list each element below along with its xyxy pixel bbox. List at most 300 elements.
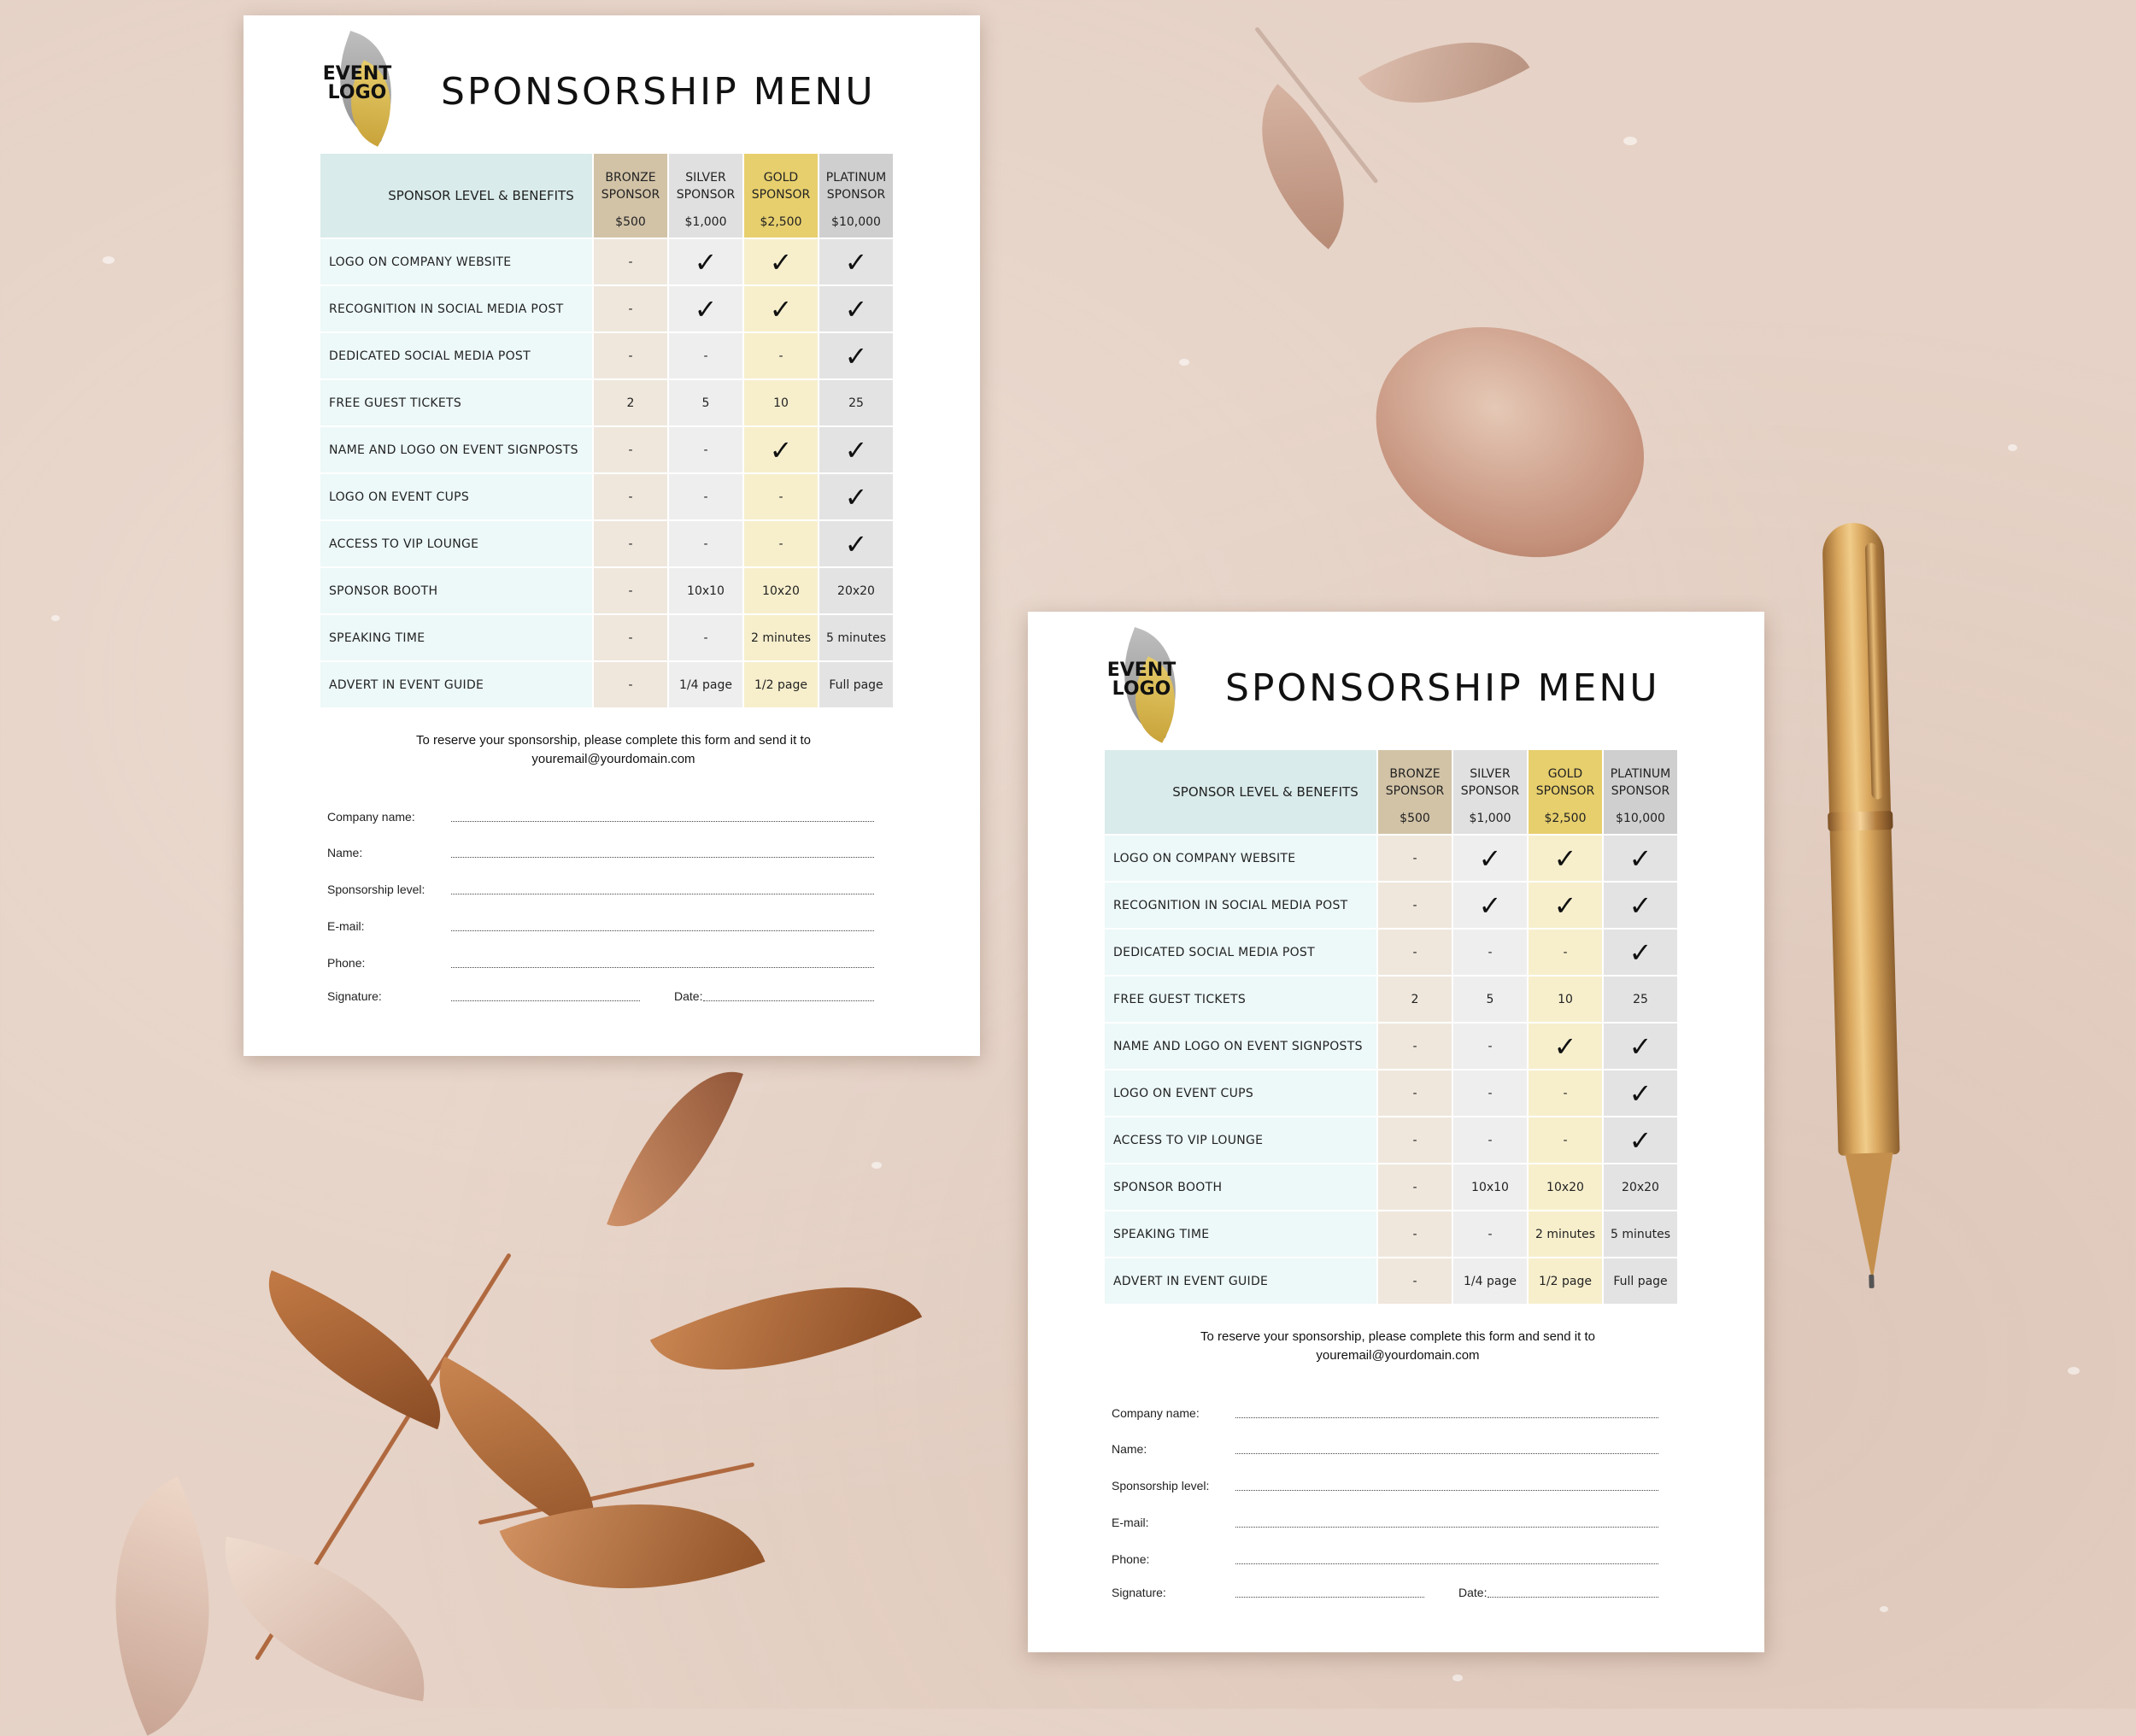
table-row: [320, 380, 893, 425]
email-field[interactable]: [1112, 1509, 1658, 1534]
checkmark-icon: ✓: [1553, 889, 1577, 922]
table-row: [1105, 1211, 1677, 1257]
table-row: [1105, 976, 1677, 1022]
benefit-label: LOGO ON EVENT CUPS: [320, 474, 592, 519]
benefit-value: -: [628, 677, 633, 692]
company-name-field[interactable]: [1112, 1399, 1658, 1425]
benefit-label: NAME AND LOGO ON EVENT SIGNPOSTS: [320, 427, 592, 472]
benefit-cell: [744, 615, 818, 660]
benefit-cell: [1378, 1070, 1452, 1116]
checkmark-icon: ✓: [844, 527, 868, 560]
sponsorship-table: [319, 152, 895, 709]
checkmark-icon: ✓: [1553, 842, 1577, 875]
tier-name: [1529, 757, 1602, 800]
benefit-value: 2: [1411, 992, 1419, 1006]
benefit-value: 20x20: [837, 584, 875, 598]
benefit-cell-included: [819, 474, 893, 519]
orange-leaf: [239, 1270, 469, 1429]
field-label: Phone:: [1112, 1552, 1150, 1566]
email-field[interactable]: [327, 912, 874, 938]
instructions-email: youremail@yourdomain.com: [1316, 1348, 1480, 1363]
tier-name-line2: SPONSOR: [1535, 784, 1595, 798]
company-name-field[interactable]: [327, 803, 874, 829]
header-tier-3: [819, 154, 893, 238]
field-label: Name:: [327, 846, 363, 859]
benefit-cell-included: [1604, 930, 1677, 975]
benefit-label: DEDICATED SOCIAL MEDIA POST: [1105, 930, 1376, 975]
signature-date-row: [327, 982, 874, 1008]
instructions-line1: To reserve your sponsorship, please complete this form and send it to: [1200, 1329, 1595, 1344]
benefit-value: -: [1412, 1133, 1417, 1147]
benefit-value: 5 minutes: [1610, 1227, 1671, 1241]
benefit-cell-included: [1604, 1023, 1677, 1069]
benefit-cell-included: [819, 427, 893, 472]
signature-label: Signature:: [327, 989, 382, 1003]
signature-date-row: [1112, 1579, 1658, 1604]
field-line[interactable]: [1235, 1563, 1658, 1564]
tier-name-line2: SPONSOR: [676, 188, 736, 202]
pale-leaf: [54, 1476, 272, 1735]
gold-pen: [1818, 522, 1907, 1293]
benefit-cell: [1529, 1164, 1602, 1210]
benefit-cell: [1453, 1117, 1527, 1163]
benefit-cell: [1378, 976, 1452, 1022]
background-speck: [103, 256, 114, 264]
benefit-cell-included: [1453, 836, 1527, 881]
sheet-header: [1103, 627, 1693, 738]
benefit-cell: [1453, 1023, 1527, 1069]
field-label: Name:: [1112, 1442, 1147, 1456]
tier-price: $10,000: [831, 215, 881, 229]
header-sponsor-level-benefits: SPONSOR LEVEL & BENEFITS: [1105, 750, 1376, 834]
tier-price: $2,500: [760, 215, 802, 229]
field-label: Sponsorship level:: [1112, 1479, 1210, 1493]
checkmark-icon: ✓: [769, 433, 793, 466]
tier-name-line1: GOLD: [763, 171, 799, 185]
benefit-cell: [669, 333, 742, 378]
benefit-label: ADVERT IN EVENT GUIDE: [1105, 1258, 1376, 1304]
tier-name-line2: SPONSOR: [751, 188, 811, 202]
background-speck: [1452, 1674, 1463, 1681]
tier-price: $1,000: [1469, 812, 1511, 825]
event-logo: [1103, 627, 1182, 738]
benefit-cell: [594, 380, 667, 425]
table-row: [1105, 836, 1677, 881]
benefit-value: -: [703, 537, 708, 551]
benefit-cell: [594, 615, 667, 660]
checkmark-icon: ✓: [1628, 1076, 1652, 1110]
benefit-value: 10x10: [687, 584, 725, 598]
tier-name-line1: BRONZE: [605, 171, 656, 185]
tier-name-line1: PLATINUM: [1610, 767, 1671, 781]
benefit-cell: [1378, 1258, 1452, 1304]
benefit-cell: [1378, 1164, 1452, 1210]
sponsorship-level-field[interactable]: [327, 876, 874, 901]
benefit-value: 1/2 page: [1539, 1274, 1592, 1288]
table-header: [1105, 750, 1677, 834]
page-title: SPONSORSHIP MENU: [441, 70, 876, 114]
benefit-cell-included: [1529, 836, 1602, 881]
benefit-cell: [594, 521, 667, 566]
benefit-cell: [819, 568, 893, 613]
logo-text-line2: LOGO: [1112, 678, 1171, 700]
benefit-value: 5 minutes: [825, 630, 887, 645]
field-line[interactable]: [1235, 1453, 1658, 1454]
benefit-value: -: [1563, 1133, 1568, 1147]
benefit-cell: [669, 474, 742, 519]
benefit-value: -: [1412, 898, 1417, 912]
logo-text-line1: EVENT: [1106, 660, 1177, 681]
checkmark-icon: ✓: [694, 292, 718, 326]
checkmark-icon: ✓: [1628, 1123, 1652, 1157]
sheet-header: [319, 31, 908, 142]
tier-name-line2: SPONSOR: [826, 188, 886, 202]
dried-round-leaf: [1336, 279, 1680, 601]
benefit-value: Full page: [829, 677, 883, 692]
table-row: [1105, 1258, 1677, 1304]
date-label: Date:: [1458, 1586, 1488, 1599]
table-row: [320, 568, 893, 613]
benefit-cell: [669, 521, 742, 566]
benefit-cell: [1453, 1258, 1527, 1304]
field-label: Company name:: [327, 810, 415, 824]
signature-label: Signature:: [1112, 1586, 1166, 1599]
checkmark-icon: ✓: [769, 292, 793, 326]
table-row: [320, 427, 893, 472]
benefit-cell: [819, 615, 893, 660]
instructions-line1: To reserve your sponsorship, please complete this form and send it to: [416, 733, 811, 748]
pen-point: [1869, 1275, 1874, 1288]
tier-name-line2: SPONSOR: [601, 188, 660, 202]
benefit-value: 10x10: [1471, 1180, 1509, 1194]
benefit-label: ACCESS TO VIP LOUNGE: [320, 521, 592, 566]
checkmark-icon: ✓: [844, 339, 868, 372]
benefit-cell: [1604, 1211, 1677, 1257]
benefit-value: -: [628, 302, 633, 316]
benefit-value: -: [703, 443, 708, 457]
benefit-label: SPONSOR BOOTH: [1105, 1164, 1376, 1210]
benefit-cell: [744, 521, 818, 566]
benefit-cell: [1529, 976, 1602, 1022]
table-header: [320, 154, 893, 238]
table-row: [320, 474, 893, 519]
benefit-value: -: [1412, 1180, 1417, 1194]
benefit-cell: [669, 568, 742, 613]
benefit-value: 5: [1486, 992, 1494, 1006]
signature-line[interactable]: [1235, 1597, 1424, 1598]
benefit-cell-included: [819, 239, 893, 284]
logo-text: [1103, 661, 1180, 699]
tier-name: [819, 161, 893, 203]
dried-leaf-top-right: [1358, 1, 1530, 144]
benefit-value: -: [778, 490, 783, 504]
logo-text-line2: LOGO: [327, 82, 387, 103]
benefit-cell-included: [1453, 883, 1527, 928]
benefit-value: 2 minutes: [750, 630, 812, 645]
table-row: [320, 239, 893, 284]
benefit-value: -: [1412, 1227, 1417, 1241]
benefit-value: -: [1563, 945, 1568, 959]
benefit-label: RECOGNITION IN SOCIAL MEDIA POST: [320, 286, 592, 331]
benefit-cell: [744, 333, 818, 378]
benefit-value: 1/4 page: [1464, 1274, 1517, 1288]
tier-name-line1: SILVER: [685, 171, 726, 185]
field-label: E-mail:: [327, 919, 365, 933]
benefit-value: -: [1488, 1133, 1493, 1147]
benefit-cell-included: [744, 427, 818, 472]
benefit-label: SPONSOR BOOTH: [320, 568, 592, 613]
checkmark-icon: ✓: [844, 480, 868, 513]
header-sponsor-level-benefits: SPONSOR LEVEL & BENEFITS: [320, 154, 592, 238]
event-logo: [319, 31, 397, 142]
tier-name-line2: SPONSOR: [1385, 784, 1445, 798]
benefit-cell-included: [1604, 883, 1677, 928]
benefit-value: -: [628, 584, 633, 598]
benefit-cell: [1604, 976, 1677, 1022]
checkmark-icon: ✓: [844, 433, 868, 466]
benefit-value: -: [1488, 1086, 1493, 1100]
benefit-cell: [819, 380, 893, 425]
benefit-cell-included: [669, 286, 742, 331]
table-row: [320, 286, 893, 331]
date-line[interactable]: [703, 1000, 874, 1001]
benefit-value: -: [703, 349, 708, 363]
benefit-value: -: [778, 537, 783, 551]
field-line[interactable]: [451, 821, 874, 822]
benefit-value: -: [1488, 1227, 1493, 1241]
benefit-cell-included: [819, 521, 893, 566]
benefit-cell: [1378, 1117, 1452, 1163]
benefit-cell: [1453, 976, 1527, 1022]
benefit-value: -: [1488, 945, 1493, 959]
benefit-cell-included: [744, 239, 818, 284]
benefit-value: 2 minutes: [1535, 1227, 1596, 1241]
background-speck: [1179, 359, 1189, 366]
benefit-value: -: [628, 255, 633, 269]
benefit-value: 1/2 page: [754, 677, 807, 692]
benefit-value: -: [703, 630, 708, 645]
sponsorship-sheet-left: [244, 15, 980, 1056]
benefit-value: -: [628, 490, 633, 504]
field-line[interactable]: [451, 857, 874, 858]
benefit-cell: [1453, 930, 1527, 975]
benefit-cell: [1529, 1258, 1602, 1304]
benefit-label: LOGO ON COMPANY WEBSITE: [320, 239, 592, 284]
benefit-cell: [1453, 1070, 1527, 1116]
benefit-cell: [1529, 1070, 1602, 1116]
tier-price: $10,000: [1616, 812, 1665, 825]
benefit-value: -: [778, 349, 783, 363]
checkmark-icon: ✓: [1628, 842, 1652, 875]
benefit-value: -: [1488, 1039, 1493, 1053]
benefit-label: RECOGNITION IN SOCIAL MEDIA POST: [1105, 883, 1376, 928]
field-line[interactable]: [451, 967, 874, 968]
benefit-label: SPEAKING TIME: [1105, 1211, 1376, 1257]
header-tier-2: [1529, 750, 1602, 834]
benefit-cell-included: [819, 286, 893, 331]
table-row: [1105, 1023, 1677, 1069]
benefit-value: -: [1563, 1086, 1568, 1100]
checkmark-icon: ✓: [694, 245, 718, 279]
benefit-cell: [669, 662, 742, 707]
benefit-value: 10: [773, 396, 789, 410]
benefit-cell: [1453, 1164, 1527, 1210]
benefit-cell-included: [819, 333, 893, 378]
benefit-cell: [594, 662, 667, 707]
benefit-cell: [594, 333, 667, 378]
benefit-value: 10x20: [1546, 1180, 1584, 1194]
field-label: Sponsorship level:: [327, 883, 425, 896]
benefit-cell: [1378, 1211, 1452, 1257]
tier-name-line2: SPONSOR: [1611, 784, 1670, 798]
table-row: [1105, 1070, 1677, 1116]
benefit-label: FREE GUEST TICKETS: [1105, 976, 1376, 1022]
tier-name-line1: BRONZE: [1389, 767, 1441, 781]
benefit-cell: [1604, 1164, 1677, 1210]
pen-tip: [1846, 1152, 1897, 1281]
background-speck: [871, 1162, 882, 1169]
benefit-cell: [744, 568, 818, 613]
benefit-value: -: [1412, 1086, 1417, 1100]
benefit-cell-included: [1529, 1023, 1602, 1069]
benefit-cell: [1453, 1211, 1527, 1257]
benefit-value: 10x20: [762, 584, 800, 598]
field-line[interactable]: [451, 930, 874, 931]
pen-ring: [1828, 811, 1893, 831]
benefit-value: 10: [1558, 992, 1573, 1006]
tier-name-line1: PLATINUM: [825, 171, 887, 185]
sponsorship-sheet-right: [1028, 612, 1764, 1652]
benefit-cell-included: [1604, 836, 1677, 881]
benefit-value: -: [1412, 851, 1417, 865]
background-speck: [1623, 137, 1637, 145]
page-title: SPONSORSHIP MENU: [1225, 666, 1660, 710]
benefit-cell: [819, 662, 893, 707]
benefit-cell: [669, 427, 742, 472]
table-row: [1105, 883, 1677, 928]
field-line[interactable]: [1235, 1527, 1658, 1528]
background-speck: [2008, 444, 2017, 451]
name-field[interactable]: [1112, 1435, 1658, 1461]
header-tier-3: [1604, 750, 1677, 834]
benefit-cell: [669, 615, 742, 660]
checkmark-icon: ✓: [1628, 1029, 1652, 1063]
benefit-cell: [1378, 836, 1452, 881]
phone-field[interactable]: [1112, 1545, 1658, 1571]
tier-name-line1: GOLD: [1547, 767, 1583, 781]
benefit-cell: [1604, 1258, 1677, 1304]
benefit-cell: [594, 474, 667, 519]
sponsorship-level-field[interactable]: [1112, 1472, 1658, 1498]
benefit-label: FREE GUEST TICKETS: [320, 380, 592, 425]
benefit-value: -: [628, 349, 633, 363]
benefit-label: SPEAKING TIME: [320, 615, 592, 660]
table-header-row: [320, 154, 893, 238]
benefit-cell: [1378, 930, 1452, 975]
background-speck: [2068, 1367, 2080, 1375]
header-tier-0: [594, 154, 667, 238]
table-row: [320, 521, 893, 566]
benefit-cell: [1529, 930, 1602, 975]
header-tier-2: [744, 154, 818, 238]
tier-name: [1453, 757, 1527, 800]
background-speck: [51, 615, 60, 621]
table-row: [1105, 930, 1677, 975]
benefit-cell: [1529, 1117, 1602, 1163]
field-line[interactable]: [1235, 1417, 1658, 1418]
tier-name: [594, 161, 667, 203]
benefit-label: ACCESS TO VIP LOUNGE: [1105, 1117, 1376, 1163]
header-tier-1: [669, 154, 742, 238]
tier-price: $500: [615, 215, 646, 229]
benefit-label: LOGO ON COMPANY WEBSITE: [1105, 836, 1376, 881]
instructions: [1103, 1328, 1693, 1365]
name-field[interactable]: [327, 839, 874, 865]
checkmark-icon: ✓: [844, 292, 868, 326]
tier-name: [744, 161, 818, 203]
benefit-value: 25: [848, 396, 864, 410]
field-label: Phone:: [327, 956, 366, 970]
benefit-value: -: [628, 443, 633, 457]
benefit-value: 1/4 page: [679, 677, 732, 692]
tier-price: $2,500: [1544, 812, 1587, 825]
table-row: [320, 333, 893, 378]
benefit-value: -: [703, 490, 708, 504]
field-label: E-mail:: [1112, 1516, 1149, 1529]
benefit-label: LOGO ON EVENT CUPS: [1105, 1070, 1376, 1116]
logo-text: [319, 65, 396, 103]
orange-leaf: [650, 1232, 922, 1425]
checkmark-icon: ✓: [1628, 935, 1652, 969]
benefit-value: -: [1412, 1039, 1417, 1053]
benefit-value: 20x20: [1622, 1180, 1659, 1194]
field-label: Company name:: [1112, 1406, 1200, 1420]
orange-leaf: [607, 1047, 743, 1251]
tier-name-line1: SILVER: [1470, 767, 1511, 781]
benefit-value: 25: [1633, 992, 1648, 1006]
tier-name-line2: SPONSOR: [1460, 784, 1520, 798]
benefit-value: -: [1412, 1274, 1417, 1288]
table-row: [320, 615, 893, 660]
pale-leaf: [204, 1537, 445, 1702]
table-header-row: [1105, 750, 1677, 834]
benefit-label: ADVERT IN EVENT GUIDE: [320, 662, 592, 707]
benefit-cell: [594, 239, 667, 284]
date-line[interactable]: [1488, 1597, 1658, 1598]
benefit-value: -: [628, 630, 633, 645]
benefit-label: DEDICATED SOCIAL MEDIA POST: [320, 333, 592, 378]
benefit-value: 5: [701, 396, 710, 410]
field-line[interactable]: [1235, 1490, 1658, 1491]
tier-name: [1604, 757, 1677, 800]
benefit-cell-included: [744, 286, 818, 331]
checkmark-icon: ✓: [844, 245, 868, 279]
benefit-cell: [744, 662, 818, 707]
logo-text-line1: EVENT: [322, 63, 392, 85]
checkmark-icon: ✓: [769, 245, 793, 279]
date-label: Date:: [674, 989, 703, 1003]
benefit-cell: [744, 380, 818, 425]
instructions-email: youremail@yourdomain.com: [531, 752, 695, 766]
benefit-cell-included: [1604, 1117, 1677, 1163]
tier-price: $1,000: [684, 215, 727, 229]
benefit-cell: [1378, 1023, 1452, 1069]
benefit-value: Full page: [1613, 1274, 1668, 1288]
header-tier-1: [1453, 750, 1527, 834]
tier-name: [1378, 757, 1452, 800]
signature-line[interactable]: [451, 1000, 640, 1001]
phone-field[interactable]: [327, 949, 874, 975]
